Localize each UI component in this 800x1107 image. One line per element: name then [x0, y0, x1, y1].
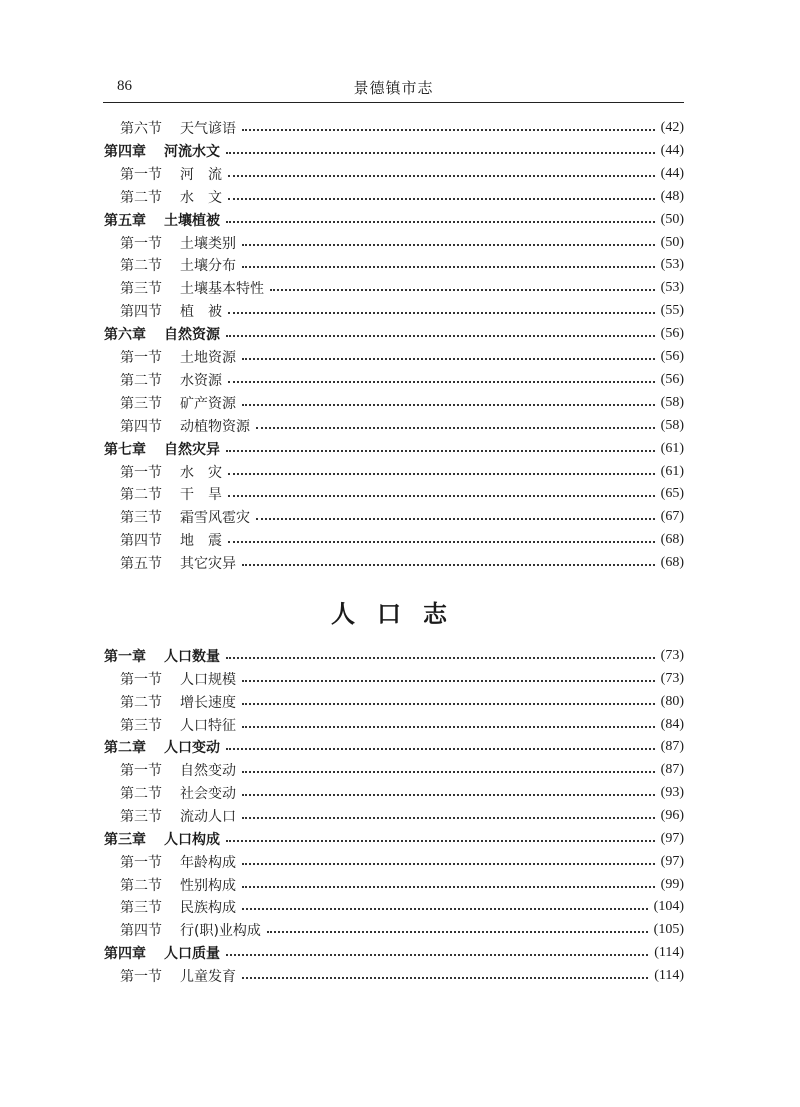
- toc-entry-label: 第一章: [104, 649, 146, 665]
- toc-entry-label: 第一节: [120, 235, 162, 252]
- toc-entry-label: 第一节: [120, 464, 162, 481]
- toc-entry-title: 自然灾异: [164, 441, 220, 458]
- toc-entry-label: 第二节: [120, 258, 162, 275]
- toc-chapter-entry: [104, 323, 684, 345]
- toc-entry-page: (50): [660, 211, 684, 227]
- dot-leader: [228, 541, 655, 543]
- toc-entry-page: (50): [660, 234, 684, 250]
- toc-entry-label: 第四章: [104, 946, 146, 963]
- toc-entry-page: (73): [660, 670, 684, 686]
- toc-entry-page: (48): [660, 188, 684, 204]
- toc-section-entry: [120, 691, 684, 713]
- toc-entry-label: 第三节: [120, 717, 162, 734]
- toc-section-entry: [120, 346, 684, 368]
- toc-entry-page: (68): [660, 555, 684, 571]
- toc-entry-page: (104): [653, 899, 684, 915]
- toc-entry-page: (53): [660, 280, 684, 296]
- toc-entry-page: (87): [660, 739, 684, 755]
- toc-entry-title: 植 被: [180, 304, 222, 321]
- toc-entry-label: 第二节: [120, 487, 162, 504]
- toc-entry-label: 第四节: [120, 533, 162, 550]
- toc-entry-page: (68): [660, 532, 684, 548]
- toc-section-entry: [120, 300, 684, 322]
- page-header: [103, 74, 684, 103]
- toc-entry-label: 第四节: [120, 923, 162, 940]
- toc-entry-page: (99): [660, 876, 684, 892]
- toc-chapter-entry: [104, 140, 684, 162]
- dot-leader: [228, 175, 655, 177]
- toc-entry-page: (105): [653, 922, 684, 938]
- toc-entry-title: 人口变动: [164, 740, 220, 757]
- dot-leader: [242, 886, 655, 888]
- dot-leader: [242, 726, 655, 728]
- dot-leader: [242, 564, 655, 566]
- toc-entry-label: 第二节: [120, 877, 162, 894]
- toc-entry-title: 干 旱: [180, 487, 222, 504]
- toc-entry-page: (42): [660, 120, 684, 135]
- toc-entry-label: 第四节: [120, 418, 162, 435]
- toc-entry-label: 第三节: [120, 510, 162, 527]
- toc-entry-page: (67): [660, 509, 684, 525]
- toc-entry-label: 第二节: [120, 786, 162, 803]
- toc-section-entry: [120, 965, 684, 987]
- toc-entry-title: 水 灾: [180, 464, 222, 481]
- toc-entry-title: 天气谚语: [180, 121, 236, 137]
- toc-section-entry: [120, 874, 684, 896]
- toc-section-entry: [120, 714, 684, 736]
- toc-entry-page: (114): [654, 945, 684, 961]
- toc-entry-page: (58): [660, 417, 684, 433]
- dot-leader: [270, 289, 655, 291]
- toc-entry-title: 水资源: [180, 372, 222, 389]
- toc-entry-page: (61): [660, 440, 684, 456]
- toc-section-entry: [120, 415, 684, 437]
- toc-entry-title: 年龄构成: [180, 854, 236, 871]
- dot-leader: [267, 931, 648, 933]
- toc-entry-page: (55): [660, 303, 684, 319]
- toc-entry-title: 人口数量: [164, 649, 220, 665]
- toc-entry-page: (93): [660, 785, 684, 801]
- toc-section-entry: [120, 782, 684, 804]
- dot-leader: [242, 680, 655, 682]
- toc-entry-page: (58): [660, 394, 684, 410]
- toc-chapter-entry: [104, 942, 684, 964]
- toc-section-entry: [120, 506, 684, 528]
- toc-section-entry: [120, 254, 684, 276]
- toc-entry-title: 性别构成: [180, 877, 236, 894]
- dot-leader: [226, 954, 648, 956]
- toc-entry-page: (53): [660, 257, 684, 273]
- toc-chapter-entry: [104, 828, 684, 850]
- toc-entry-title: 民族构成: [180, 900, 236, 917]
- toc-section-entry: [120, 805, 684, 827]
- toc-entry-title: 矿产资源: [180, 395, 236, 412]
- toc-entry-title: 地 震: [180, 533, 222, 550]
- toc-entry-title: 土壤基本特性: [180, 281, 264, 298]
- dot-leader: [242, 977, 648, 979]
- toc-chapter-entry: [104, 209, 684, 231]
- toc-entry-label: 第六章: [104, 327, 146, 344]
- toc-entry-label: 第三节: [120, 395, 162, 412]
- toc-entry-title: 自然资源: [164, 327, 220, 344]
- toc-entry-title: 土壤分布: [180, 258, 236, 275]
- toc-section-entry: [120, 759, 684, 781]
- toc-entry-label: 第二节: [120, 694, 162, 711]
- dot-leader: [226, 840, 655, 842]
- toc-section-entry: [120, 232, 684, 254]
- toc-entry-label: 第三节: [120, 900, 162, 917]
- toc-section-entry: [120, 277, 684, 299]
- dot-leader: [242, 817, 655, 819]
- toc-entry-label: 第五章: [104, 212, 146, 229]
- book-title: 景德镇市志: [353, 79, 434, 97]
- toc-section-entry: [120, 163, 684, 185]
- toc-entry-label: 第四章: [104, 143, 146, 160]
- dot-leader: [228, 495, 655, 497]
- toc-entry-page: (96): [660, 807, 684, 823]
- dot-leader: [242, 863, 655, 865]
- toc-entry-title: 人口质量: [164, 946, 220, 963]
- toc-entry-title: 河流水文: [164, 143, 220, 160]
- toc-entry-title: 人口构成: [164, 831, 220, 848]
- dot-leader: [242, 358, 655, 360]
- toc-entry-page: (56): [660, 349, 684, 364]
- toc-entry-title: 其它灾异: [180, 556, 236, 573]
- toc-section-entry: [120, 851, 684, 873]
- toc-section-entry: [120, 392, 684, 414]
- toc-chapter-entry: [104, 645, 684, 667]
- toc-entry-title: 河 流: [180, 166, 222, 183]
- dot-leader: [256, 427, 655, 429]
- toc-entry-page: (56): [660, 326, 684, 342]
- toc-section-entry: [120, 552, 684, 574]
- toc-entry-label: 第二节: [120, 189, 162, 206]
- toc-entry-page: (65): [660, 486, 684, 502]
- toc-entry-label: 第二节: [120, 372, 162, 389]
- toc-entry-title: 行(职)业构成: [180, 923, 261, 940]
- toc-entry-title: 增长速度: [180, 694, 236, 711]
- toc-section-entry: [120, 919, 684, 941]
- toc-entry-label: 第一节: [120, 968, 162, 985]
- dot-leader: [226, 657, 655, 659]
- toc-entry-label: 第一节: [120, 166, 162, 183]
- dot-leader: [228, 198, 655, 200]
- toc-section-entry: [120, 896, 684, 918]
- toc-entry-title: 土壤类别: [180, 235, 236, 252]
- toc-chapter-entry: [104, 438, 684, 460]
- dot-leader: [242, 404, 655, 406]
- toc-entry-page: (44): [660, 165, 684, 181]
- toc-entry-page: (97): [660, 853, 684, 869]
- toc-entry-page: (44): [660, 142, 684, 158]
- toc-section-entry: [120, 668, 684, 690]
- toc-entry-label: 第三章: [104, 831, 146, 848]
- toc-entry-page: (61): [660, 463, 684, 479]
- dot-leader: [256, 518, 655, 520]
- toc-entry-title: 土壤植被: [164, 212, 220, 229]
- dot-leader: [226, 152, 655, 154]
- toc-entry-title: 水 文: [180, 189, 222, 206]
- toc-entry-label: 第五节: [120, 556, 162, 573]
- toc-entry-label: 第四节: [120, 304, 162, 321]
- dot-leader: [242, 794, 655, 796]
- toc-entry-title: 儿童发育: [180, 968, 236, 985]
- part-title: 人口志: [331, 600, 469, 628]
- toc-entry-title: 自然变动: [180, 763, 236, 780]
- dot-leader: [242, 129, 655, 131]
- toc-entry-label: 第一节: [120, 763, 162, 780]
- dot-leader: [226, 221, 655, 223]
- dot-leader: [242, 244, 655, 246]
- dot-leader: [228, 381, 655, 383]
- toc-entry-label: 第一节: [120, 350, 162, 366]
- toc-entry-title: 人口规模: [180, 671, 236, 688]
- toc-entry-label: 第二章: [104, 740, 146, 757]
- toc-entry-title: 流动人口: [180, 808, 236, 825]
- dot-leader: [242, 908, 648, 910]
- toc-section-entry: [120, 369, 684, 391]
- toc-section-entry: [120, 461, 684, 483]
- toc-entry-title: 动植物资源: [180, 418, 250, 435]
- toc-entry-page: (73): [660, 648, 684, 663]
- toc-entry-title: 社会变动: [180, 786, 236, 803]
- toc-entry-title: 人口特征: [180, 717, 236, 734]
- dot-leader: [228, 473, 655, 475]
- dot-leader: [226, 748, 655, 750]
- toc-section-entry: [120, 117, 684, 139]
- toc-entry-page: (80): [660, 693, 684, 709]
- toc-entry-page: (87): [660, 762, 684, 778]
- dot-leader: [226, 335, 655, 337]
- toc-entry-page: (84): [660, 716, 684, 732]
- toc-entry-page: (114): [654, 967, 684, 983]
- toc-entry-title: 霜雪风雹灾: [180, 510, 250, 527]
- toc-entry-label: 第三节: [120, 808, 162, 825]
- toc-section-entry: [120, 483, 684, 505]
- toc-entry-page: (56): [660, 371, 684, 387]
- dot-leader: [242, 266, 655, 268]
- toc-entry-label: 第一节: [120, 671, 162, 688]
- toc-section-entry: [120, 186, 684, 208]
- toc-chapter-entry: [104, 736, 684, 758]
- page-number: 86: [117, 78, 132, 94]
- toc-entry-label: 第七章: [104, 441, 146, 458]
- toc-entry-title: 土地资源: [180, 350, 236, 366]
- toc-entry-page: (97): [660, 830, 684, 846]
- toc-entry-label: 第六节: [120, 121, 162, 137]
- dot-leader: [242, 703, 655, 705]
- dot-leader: [242, 771, 655, 773]
- toc-entry-label: 第一节: [120, 854, 162, 871]
- dot-leader: [228, 312, 655, 314]
- toc-entry-label: 第三节: [120, 281, 162, 298]
- dot-leader: [226, 450, 655, 452]
- toc-section-entry: [120, 529, 684, 551]
